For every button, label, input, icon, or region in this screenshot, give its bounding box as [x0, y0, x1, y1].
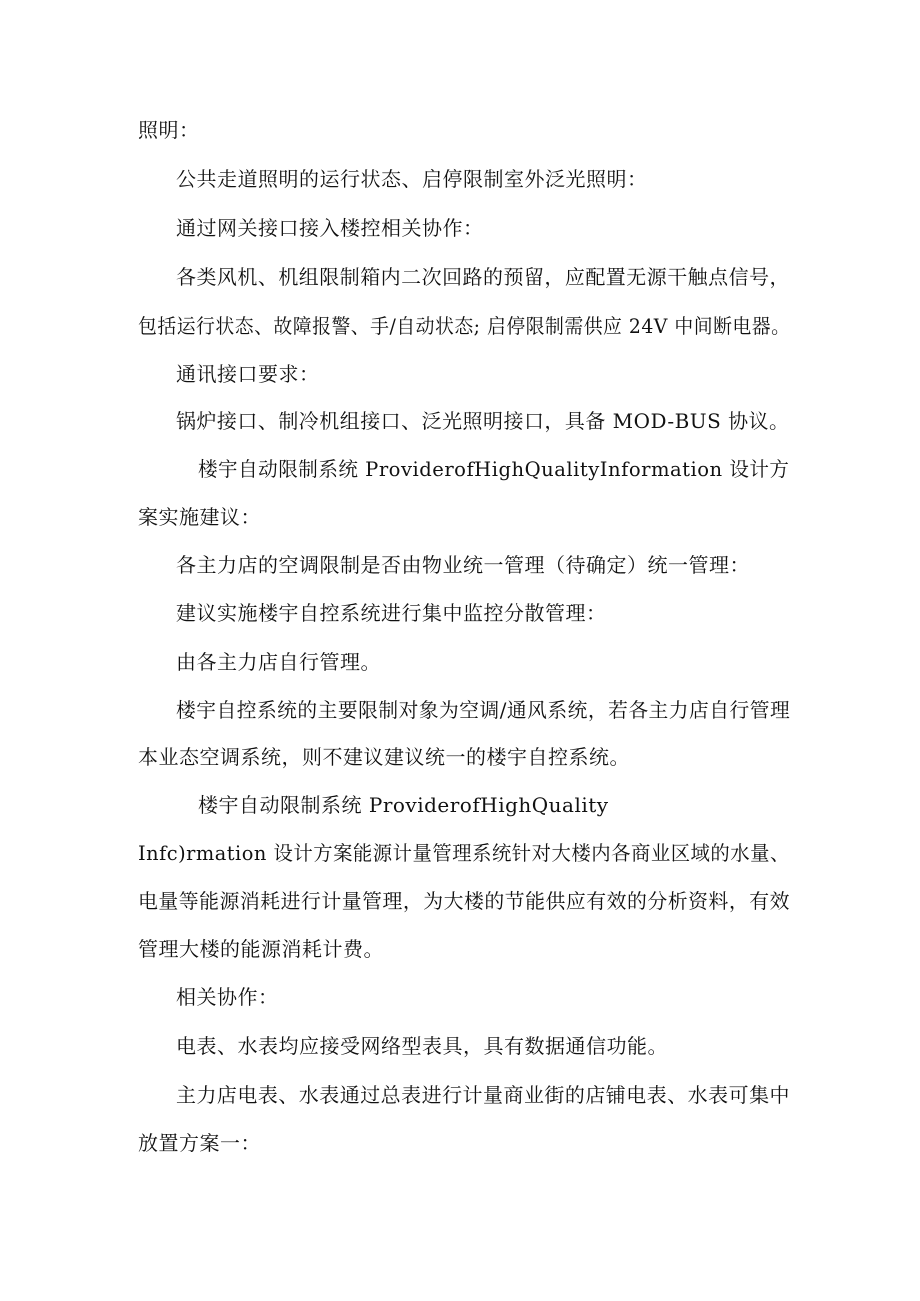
text-line: 管理大楼的能源消耗计费。 [138, 937, 384, 961]
text-line: 建议实施楼宇自控系统进行集中监控分散管理： [176, 601, 607, 625]
text-line: 本业态空调系统，则不建议建议统一的楼宇自控系统。 [138, 745, 630, 769]
text-line: 电表、水表均应接受网络型表具，具有数据通信功能。 [176, 1034, 668, 1058]
text-line: 锅炉接口、制冷机组接口、泛光照明接口，具备 MOD-BUS 协议。 [176, 409, 790, 433]
text-line: 各主力店的空调限制是否由物业统一管理（待确定）统一管理： [176, 553, 750, 577]
text-line: 楼宇自动限制系统 ProviderofHighQualityInformation 设计方 [198, 457, 790, 481]
text-line: 公共走道照明的运行状态、启停限制室外泛光照明： [176, 167, 648, 191]
text-line: 案实施建议： [138, 505, 261, 529]
text-line: 通讯接口要求： [176, 362, 320, 386]
text-line: 相关协作： [176, 985, 279, 1009]
text-line: 照明： [138, 118, 200, 142]
text-line: 通过网关接口接入楼控相关协作： [176, 216, 484, 240]
text-line: 楼宇自控系统的主要限制对象为空调/通风系统，若各主力店自行管理 [176, 698, 791, 722]
text-line: 由各主力店自行管理。 [176, 650, 381, 674]
text-line: 主力店电表、水表通过总表进行计量商业街的店铺电表、水表可集中 [176, 1083, 791, 1107]
text-line: 电量等能源消耗进行计量管理，为大楼的节能供应有效的分析资料，有效 [138, 889, 790, 913]
text-line: 各类风机、机组限制箱内二次回路的预留，应配置无源干触点信号， [176, 265, 791, 289]
text-line: 放置方案一： [138, 1131, 261, 1155]
text-line: 包括运行状态、故障报警、手/自动状态; 启停限制需供应 24V 中间断电器。 [138, 314, 791, 338]
text-line: Infc)rmation 设计方案能源计量管理系统针对大楼内各商业区域的水量、 [138, 841, 790, 865]
text-line: 楼宇自动限制系统 ProviderofHighQuality [198, 793, 609, 817]
